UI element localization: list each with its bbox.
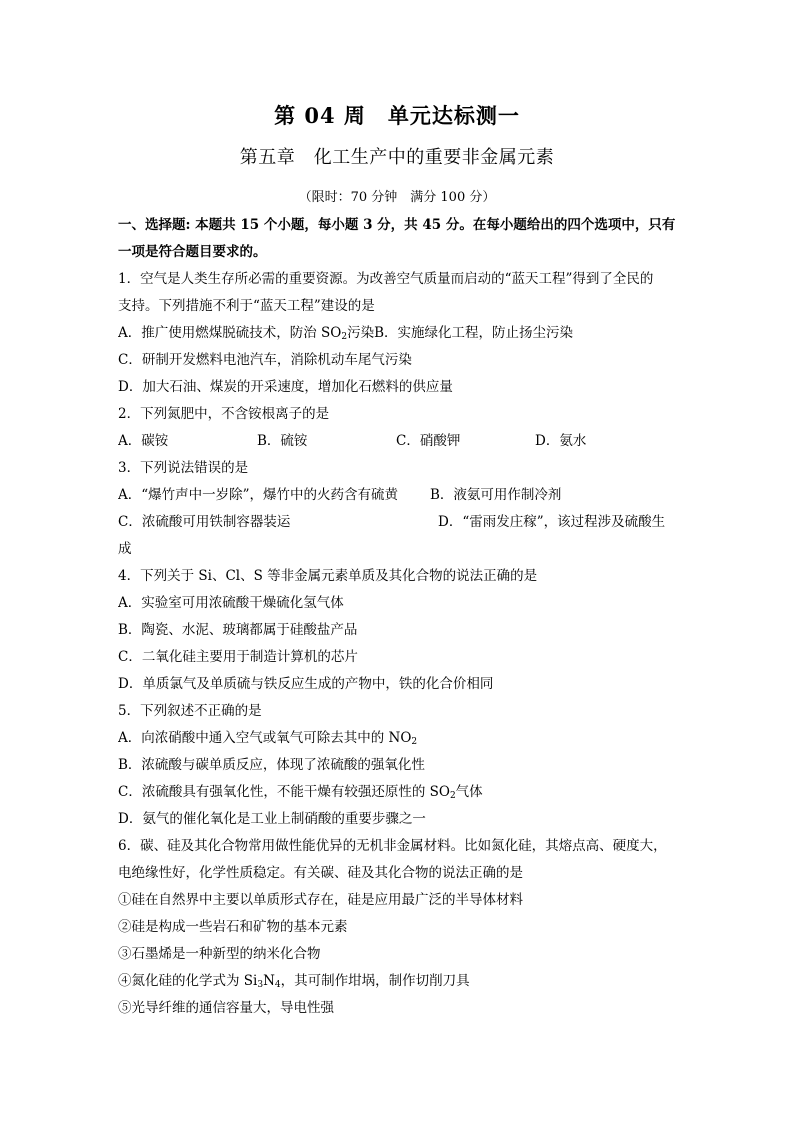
q3-option-d-continued: 成 bbox=[118, 541, 132, 557]
q2-option-c: C．硝酸钾 bbox=[396, 433, 461, 449]
q4-option-c: C．二氧化硅主要用于制造计算机的芯片 bbox=[118, 649, 358, 665]
q3-option-c: C．浓硫酸可用铁制容器装运 bbox=[118, 514, 291, 530]
q4-stem: 4．下列关于 Si、Cl、S 等非金属元素单质及其化合物的说法正确的是 bbox=[118, 568, 538, 584]
q5-option-c: C．浓硫酸具有强氧化性，不能干燥有较强还原性的 $SO_2$气体 bbox=[118, 784, 483, 801]
q6-stem-line-2: 电绝缘性好，化学性质稳定。有关碳、硅及其化合物的说法正确的是 bbox=[118, 865, 523, 881]
q4-option-a: A．实验室可用浓硫酸干燥硫化氢气体 bbox=[118, 595, 344, 611]
q3-options-cd bbox=[118, 509, 678, 536]
q6-stem-line-1: 6．碳、硅及其化合物常用做性能优异的无机非金属材料。比如氮化硅，其熔点高、硬度大， bbox=[118, 838, 667, 854]
q6-statement-4: ④氮化硅的化学式为 $Si_3N_4$，其可制作坩埚，制作切削刀具 bbox=[118, 973, 470, 990]
q5-option-a: A．向浓硝酸中通入空气或氧气可除去其中的 $NO_2$ bbox=[118, 730, 418, 747]
q1-option-b: B．实施绿化工程，防止扬尘污染 bbox=[374, 325, 574, 341]
page-title: 第 04 周 单元达标测一 bbox=[274, 103, 520, 128]
section-instructions-line-2: 一项是符合题目要求的。 bbox=[118, 244, 267, 260]
q1-option-a: A．推广使用燃煤脱硫技术，防治 $SO_2$污染 bbox=[118, 325, 375, 342]
q3-stem: 3．下列说法错误的是 bbox=[118, 460, 249, 476]
time-limit-note: （限时：70 分钟 满分 100 分） bbox=[298, 190, 496, 205]
q6-statement-2: ②硅是构成一些岩石和矿物的基本元素 bbox=[118, 919, 348, 935]
q5-stem: 5．下列叙述不正确的是 bbox=[118, 703, 262, 719]
q1-option-d: D．加大石油、煤炭的开采速度，增加化石燃料的供应量 bbox=[118, 379, 453, 395]
q1-option-c: C．研制开发燃料电池汽车，消除机动车尾气污染 bbox=[118, 352, 412, 368]
q4-option-d: D．单质氯气及单质硫与铁反应生成的产物中，铁的化合价相同 bbox=[118, 676, 494, 692]
q2-option-a: A．碳铵 bbox=[118, 433, 169, 449]
q2-option-b: B．硫铵 bbox=[257, 433, 308, 449]
q3-option-a: A．“爆竹声中一岁除”，爆竹中的火药含有硫黄 bbox=[118, 487, 399, 503]
chapter-subtitle: 第五章 化工生产中的重要非金属元素 bbox=[239, 147, 555, 168]
q2-stem: 2．下列氮肥中，不含铵根离子的是 bbox=[118, 406, 330, 422]
q1-stem-line-1: 1．空气是人类生存所必需的重要资源。为改善空气质量而启动的“蓝天工程”得到了全民的 bbox=[118, 271, 654, 287]
q6-statement-5: ⑤光导纤维的通信容量大，导电性强 bbox=[118, 1000, 334, 1016]
q5-option-b: B．浓硫酸与碳单质反应，体现了浓硫酸的强氧化性 bbox=[118, 757, 425, 773]
q6-statement-3: ③石墨烯是一种新型的纳米化合物 bbox=[118, 946, 321, 962]
q4-option-b: B．陶瓷、水泥、玻璃都属于硅酸盐产品 bbox=[118, 622, 358, 638]
section-instructions-line-1: 一、选择题: 本题共 15 个小题，每小题 3 分，共 45 分。在每小题给出的四个选项中，只有 bbox=[118, 217, 676, 233]
q2-options bbox=[118, 428, 678, 455]
q1-options-ab bbox=[118, 320, 678, 347]
q6-statement-1: ①硅在自然界中主要以单质形式存在，硅是应用最广泛的半导体材料 bbox=[118, 892, 523, 908]
q5-option-d: D．氨气的催化氧化是工业上制硝酸的重要步骤之一 bbox=[118, 811, 426, 827]
q2-option-d: D．氨水 bbox=[535, 433, 587, 449]
q3-options-ab bbox=[118, 482, 678, 509]
question-body bbox=[118, 212, 678, 1022]
q1-stem-line-2: 支持。下列措施不利于“蓝天工程”建设的是 bbox=[118, 298, 375, 314]
q3-option-d: D．“雷雨发庄稼”，该过程涉及硫酸生 bbox=[438, 514, 666, 530]
q3-option-b: B．液氨可用作制冷剂 bbox=[430, 487, 562, 503]
